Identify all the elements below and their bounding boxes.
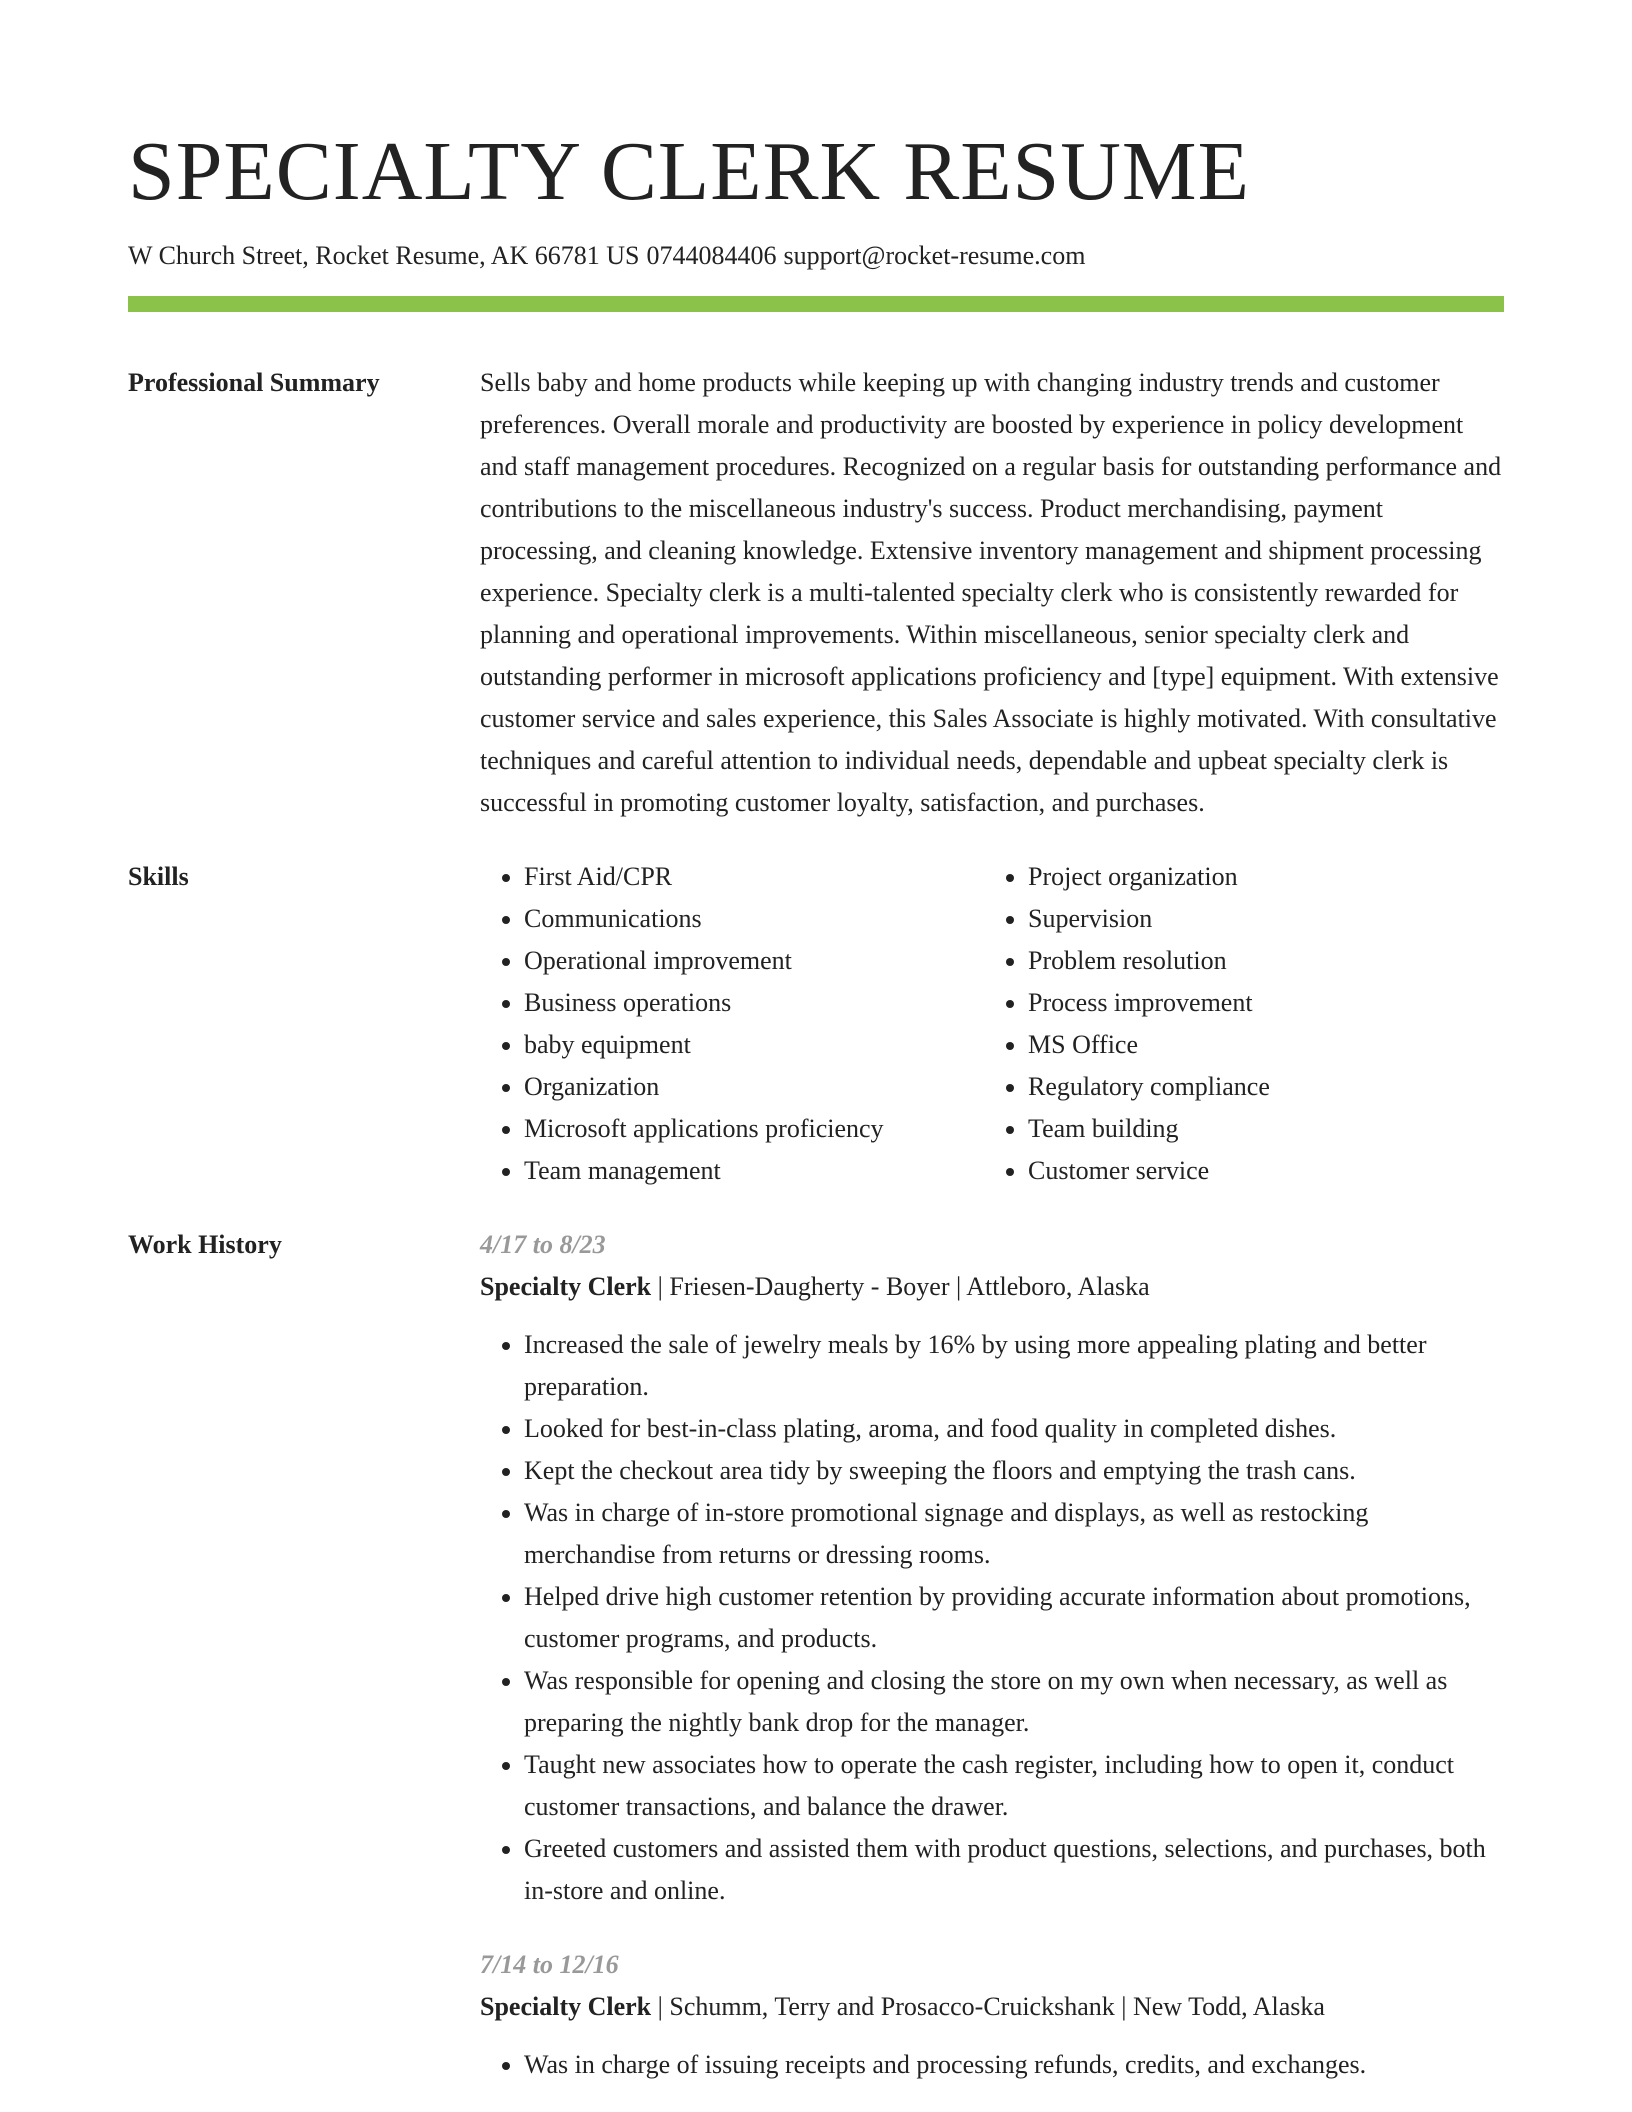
skill-item: • Supervision: [1028, 898, 1488, 940]
work-history-body: [480, 1224, 1504, 2086]
skill-item: • First Aid/CPR: [524, 856, 984, 898]
resume-title: SPECIALTY CLERK RESUME: [128, 125, 1250, 218]
section-label-work-history: Work History: [128, 1230, 282, 1259]
job-bullet-list: [480, 2044, 1504, 2086]
skills-columns: [480, 856, 1504, 1192]
job-title: Specialty Clerk: [480, 1992, 652, 2021]
professional-summary-text: Sells baby and home products while keeping up with changing industry trends and customer preferences. Overall morale and productivity are boosted by experience in policy development and staff management procedures. Recognized on a regular basis for outstanding performance and contributions to the miscellaneous industry's success. Product merchandising, payment processing, and cleaning knowledge. Extensive inventory management and shipment processing experience. Specialty clerk is a multi-talented specialty clerk who is consistently rewarded for planning and operational improvements. Within miscellaneous, senior specialty clerk and outstanding performer in microsoft applications proficiency and [type] equipment. With extensive customer service and sales experience, this Sales Associate is highly motivated. With consultative techniques and careful attention to individual needs, dependable and upbeat specialty clerk is successful in promoting customer loyalty, satisfaction, and purchases.: [480, 368, 1502, 817]
skills-section: [128, 856, 1504, 1192]
section-label-professional-summary: Professional Summary: [128, 368, 380, 397]
skill-item: • Process improvement: [1028, 982, 1488, 1024]
job-entry: [480, 1224, 1504, 1912]
skill-item: • Communications: [524, 898, 984, 940]
skills-list-left: [480, 856, 984, 1192]
skill-item: • baby equipment: [524, 1024, 984, 1066]
section-label-skills: Skills: [128, 862, 189, 891]
job-bullet: • Was in charge of issuing receipts and processing refunds, credits, and exchanges.: [524, 2044, 1504, 2086]
job-heading: [480, 1986, 1504, 2028]
contact-email: support@rocket-resume.com: [783, 241, 1086, 270]
job-dates: 7/14 to 12/16: [480, 1950, 619, 1979]
professional-summary-section: [128, 362, 1504, 824]
job-bullet: • Was in charge of in-store promotional signage and displays, as well as restocking merchandise from returns or dressing rooms.: [524, 1492, 1504, 1576]
contact-address: W Church Street, Rocket Resume, AK 66781 US: [128, 241, 640, 270]
job-bullet: • Was responsible for opening and closing the store on my own when necessary, as well as preparing the nightly bank drop for the manager.: [524, 1660, 1504, 1744]
skill-item: • Problem resolution: [1028, 940, 1488, 982]
job-bullet-list: [480, 1324, 1504, 1912]
contact-line: [128, 238, 1504, 274]
job-dates: 4/17 to 8/23: [480, 1230, 606, 1259]
skill-item: • Operational improvement: [524, 940, 984, 982]
skill-item: • Team building: [1028, 1108, 1488, 1150]
job-heading: [480, 1266, 1504, 1308]
job-bullet: • Kept the checkout area tidy by sweeping the floors and emptying the trash cans.: [524, 1450, 1504, 1492]
work-history-section: [128, 1224, 1504, 2086]
skill-item: • MS Office: [1028, 1024, 1488, 1066]
skills-list-right: [984, 856, 1488, 1192]
job-bullet: • Taught new associates how to operate the cash register, including how to open it, conduct customer transactions, and balance the drawer.: [524, 1744, 1504, 1828]
job-bullet: • Helped drive high customer retention by providing accurate information about promotions, customer programs, and products.: [524, 1576, 1504, 1660]
job-title: Specialty Clerk: [480, 1272, 652, 1301]
skill-item: • Microsoft applications proficiency: [524, 1108, 984, 1150]
contact-phone: 0744084406: [646, 241, 777, 270]
job-employer-location: | Friesen-Daugherty - Boyer | Attleboro, Alaska: [657, 1272, 1150, 1301]
resume-page: [128, 0, 1504, 2086]
header-divider: [128, 296, 1504, 312]
skill-item: • Business operations: [524, 982, 984, 1024]
job-entry: [480, 1944, 1504, 2086]
skill-item: • Customer service: [1028, 1150, 1488, 1192]
job-bullet: • Greeted customers and assisted them with product questions, selections, and purchases, both in-store and online.: [524, 1828, 1504, 1912]
skill-item: • Project organization: [1028, 856, 1488, 898]
skill-item: • Regulatory compliance: [1028, 1066, 1488, 1108]
job-bullet: • Looked for best-in-class plating, aroma, and food quality in completed dishes.: [524, 1408, 1504, 1450]
skill-item: • Organization: [524, 1066, 984, 1108]
professional-summary-body: [480, 362, 1504, 824]
job-bullet: • Increased the sale of jewelry meals by 16% by using more appealing plating and better preparation.: [524, 1324, 1504, 1408]
skill-item: • Team management: [524, 1150, 984, 1192]
job-employer-location: | Schumm, Terry and Prosacco-Cruickshank | New Todd, Alaska: [657, 1992, 1325, 2021]
